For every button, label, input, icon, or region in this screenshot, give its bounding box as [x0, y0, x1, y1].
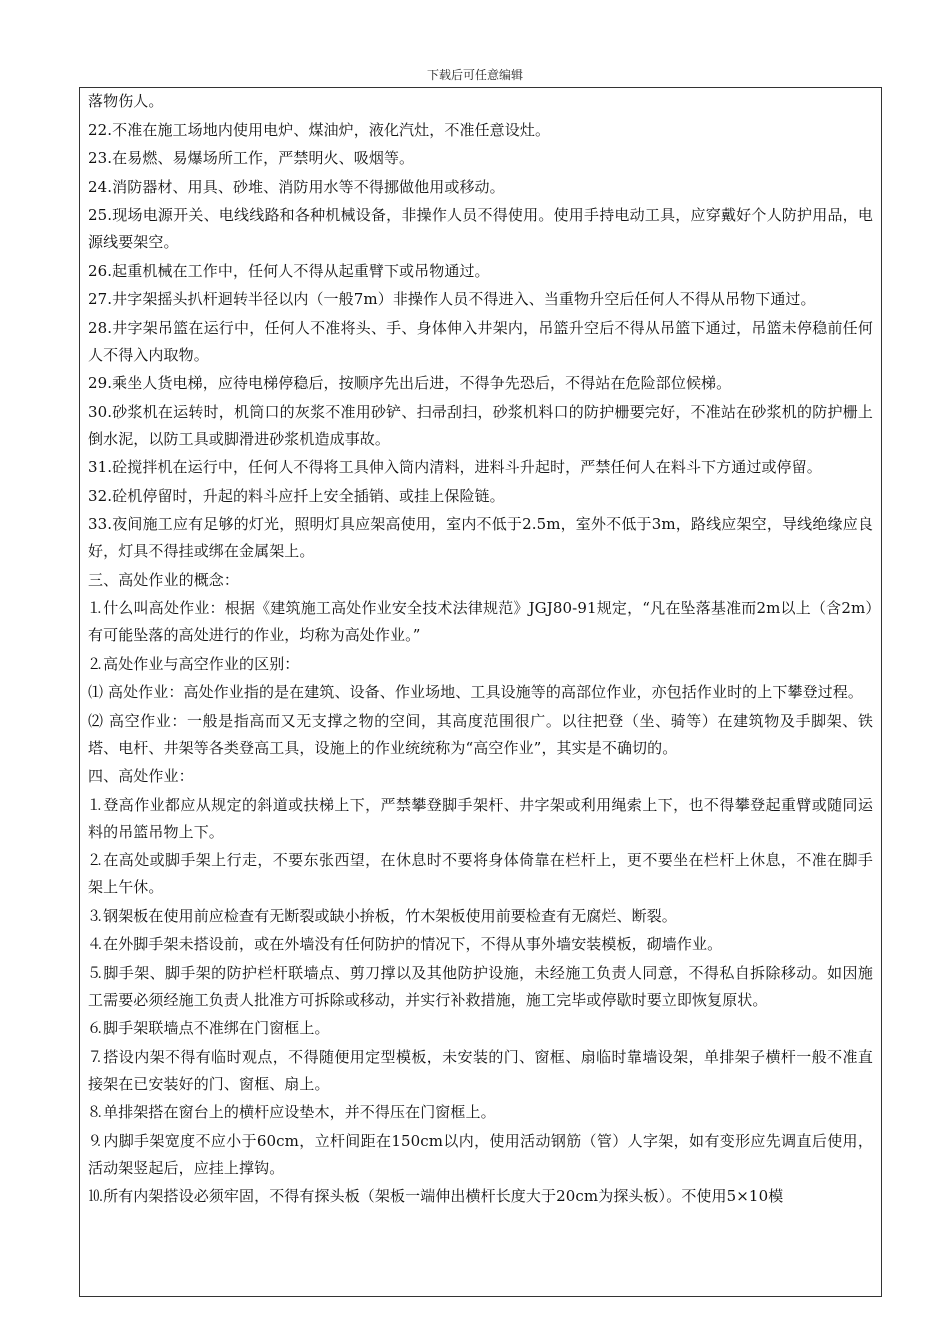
- paragraph: 33.夜间施工应有足够的灯光，照明灯具应架高使用，室内不低于2.5m，室外不低于3m，路线应架空，导线绝缘应良好，灯具不得挂或绑在金属架上。: [88, 515, 873, 560]
- page-header: 下载后可任意编辑: [426, 68, 523, 82]
- paragraph: ⑴ 高处作业：高处作业指的是在建筑、设备、作业场地、工具设施等的高部位作业，亦包括作业时的上下攀登过程。: [88, 683, 863, 701]
- paragraph: ⒋在外脚手架未搭设前，或在外墙没有任何防护的情况下，不得从事外墙安装模板，砌墙作业。: [88, 935, 723, 953]
- paragraph: 32.砼机停留时，升起的料斗应扦上安全插销、或挂上保险链。: [88, 486, 505, 505]
- paragraph: ⑵ 高空作业：一般是指高而又无支撑之物的空间，其高度范围很广。以往把登（坐、骑等）在建筑物及手脚架、铁塔、电杆、井架等各类登高工具，设施上的作业统统称为“高空作业”，其实是不确切的。: [88, 711, 873, 757]
- paragraph: 24.消防器材、用具、砂堆、消防用水等不得挪做他用或移动。: [88, 177, 505, 196]
- paragraph: 26.起重机械在工作中，任何人不得从起重臂下或吊物通过。: [88, 261, 490, 280]
- paragraph: 30.砂浆机在运转时，机筒口的灰浆不准用砂铲、扫帚刮扫，砂浆机料口的防护栅要完好，不准站在砂浆机的防护栅上倒水泥，以防工具或脚滑进砂浆机造成事故。: [88, 402, 873, 448]
- paragraph: ⒉高处作业与高空作业的区别：: [88, 654, 300, 673]
- body-text: [88, 88, 873, 1212]
- paragraph: 29.乘坐人货电梯，应待电梯停稳后，按顺序先出后进，不得争先恐后，不得站在危险部位候梯。: [88, 374, 732, 392]
- paragraph: ⒈登高作业都应从规定的斜道或扶梯上下，严禁攀登脚手架杆、井字架或利用绳索上下，也不得攀登起重臂或随同运料的吊篮吊物上下。: [88, 795, 873, 841]
- paragraph: ⒌脚手架、脚手架的防护栏杆联墙点、剪刀撑以及其他防护设施，未经施工负责人同意，不得私自拆除移动。如因施工需要必须经施工负责人批准方可拆除或移动，并实行补救措施，施工完毕或停歇时要立即恢复原状。: [88, 963, 873, 1009]
- paragraph: 28.井字架吊篮在运行中，任何人不准将头、手、身体伸入井架内，吊篮升空后不得从吊篮下通过，吊篮未停稳前任何人不得入内取物。: [88, 318, 873, 364]
- content-frame: [79, 87, 882, 1297]
- paragraph: 落物伤人。: [88, 92, 164, 110]
- paragraph: 25.现场电源开关、电线线路和各种机械设备，非操作人员不得使用。使用手持电动工具，应穿戴好个人防护用品，电源线要架空。: [88, 206, 873, 251]
- paragraph: ⒏单排架搭在窗台上的横杆应设垫木，并不得压在门窗框上。: [88, 1103, 496, 1121]
- paragraph: 23.在易燃、易爆场所工作，严禁明火、吸烟等。: [88, 149, 415, 167]
- section-heading: 四、高处作业：: [88, 767, 194, 785]
- paragraph: ⒎搭设内架不得有临时观点，不得随便用定型模板，未安装的门、窗框、扇临时靠墙设架，单排架子横杆一般不准直接架在已安装好的门、窗框、扇上。: [88, 1047, 873, 1093]
- paragraph: ⒍脚手架联墙点不准绑在门窗框上。: [88, 1019, 330, 1037]
- section-heading: 三、高处作业的概念：: [88, 570, 240, 589]
- paragraph: ⒐内脚手架宽度不应小于60cm，立杆间距在150cm以内，使用活动钢筋（管）人字架，如有变形应先调直后使用，活动架竖起后，应挂上撑钩。: [88, 1131, 873, 1177]
- paragraph: ⒉在高处或脚手架上行走，不要东张西望，在休息时不要将身体倚靠在栏杆上，更不要坐在栏杆上休息，不准在脚手架上午休。: [88, 851, 873, 896]
- paragraph: 22.不准在施工场地内使用电炉、煤油炉，液化汽灶，不准任意设灶。: [88, 120, 551, 139]
- paragraph: ⒊钢架板在使用前应检查有无断裂或缺小拚板，竹木架板使用前要检查有无腐烂、断裂。: [88, 906, 677, 925]
- paragraph: ⒈什么叫高处作业：根据《建筑施工高处作业安全技术法律规范》JGJ80-91规定，“凡在坠落基准而2m以上（含2m）有可能坠落的高处进行的作业，均称为高处作业。”: [88, 599, 873, 644]
- paragraph: 27.井字架摇头扒杆迴转半径以内（一般7m）非操作人员不得进入、当重物升空后任何人不得从吊物下通过。: [88, 290, 816, 308]
- paragraph: ⒑所有内架搭设必须牢固，不得有探头板（架板一端伸出横杆长度大于20cm为探头板）。不使用5×10模: [88, 1187, 784, 1205]
- paragraph: 31.砼搅拌机在运行中，任何人不得将工具伸入筒内清料，进料斗升起时，严禁任何人在料斗下方通过或停留。: [88, 458, 822, 476]
